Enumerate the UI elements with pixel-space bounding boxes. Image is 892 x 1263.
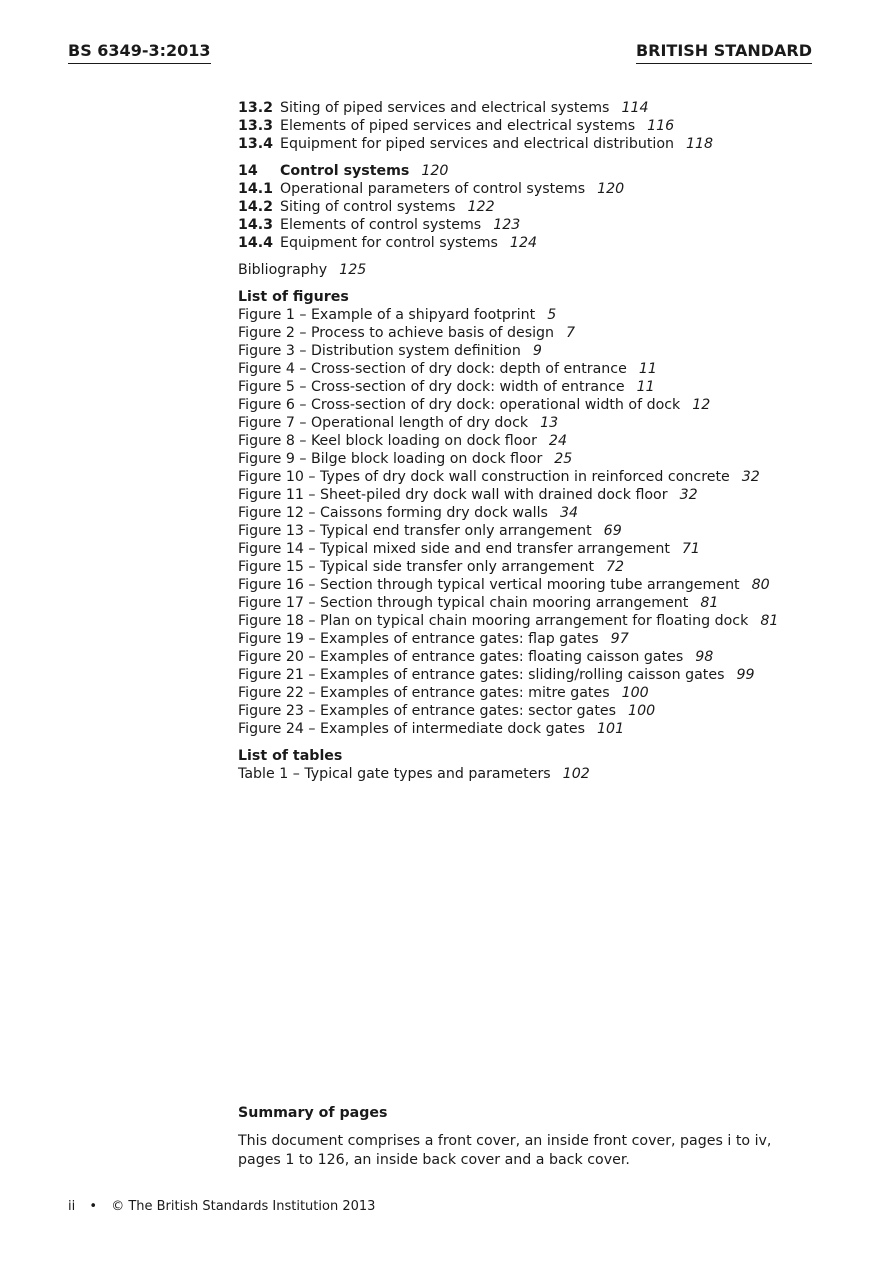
figure-entry[interactable] [238,306,838,324]
figure-title: Figure 24 – Examples of intermediate dock gates [238,721,586,737]
toc-entry-page: 120 [421,163,449,179]
toc-entry-page: 114 [621,100,649,116]
toc-entry-number: 13.2 [238,100,274,116]
toc-entry-number: 14.1 [238,181,274,197]
figure-title: Figure 19 – Examples of entrance gates: flap gates [238,631,599,647]
figure-title: Figure 15 – Typical side transfer only arrangement [238,559,595,575]
figure-entry[interactable] [238,702,838,720]
figure-entry[interactable] [238,432,838,450]
figure-title: Figure 7 – Operational length of dry dock [238,415,529,431]
toc-entry[interactable] [238,180,838,198]
figure-page: 81 [700,595,719,611]
standard-label: BRITISH STANDARD [636,41,812,64]
figure-page: 11 [636,379,655,395]
page-number: ii [68,1199,76,1214]
toc-entry[interactable] [238,216,838,234]
toc-entry-number: 14.4 [238,235,274,251]
toc-entry[interactable] [238,99,838,117]
toc-entry-title: Siting of control systems [280,199,456,215]
figure-page: 99 [736,667,755,683]
toc-entry[interactable] [238,135,838,153]
figure-entry[interactable] [238,630,838,648]
figure-entry[interactable] [238,486,838,504]
toc-entry-page: 116 [647,118,675,134]
bullet-separator: • [89,1199,98,1214]
figure-entry[interactable] [238,720,838,738]
figure-page: 80 [751,577,770,593]
toc-entry-title: Elements of control systems [280,217,482,233]
figure-page: 7 [566,325,576,341]
toc-entry-page: 123 [493,217,521,233]
table-title: Table 1 – Typical gate types and parameters [238,766,551,782]
figure-entry[interactable] [238,414,838,432]
figure-title: Figure 23 – Examples of entrance gates: sector gates [238,703,617,719]
figure-title: Figure 8 – Keel block loading on dock floor [238,433,537,449]
list-of-tables [238,747,838,783]
figure-entry[interactable] [238,612,838,630]
toc-entry-page: 118 [686,136,714,152]
toc-group-14 [238,162,838,252]
figure-entry[interactable] [238,594,838,612]
toc-entry-title: Siting of piped services and electrical systems [280,100,610,116]
figure-title: Figure 2 – Process to achieve basis of design [238,325,555,341]
figure-title: Figure 21 – Examples of entrance gates: sliding/rolling caisson gates [238,667,725,683]
toc-bibliography[interactable] [238,261,838,279]
figure-title: Figure 10 – Types of dry dock wall construction in reinforced concrete [238,469,730,485]
figure-page: 25 [554,451,573,467]
figure-entry[interactable] [238,648,838,666]
toc-entry[interactable] [238,234,838,252]
toc-entry-page: 120 [597,181,625,197]
figure-page: 69 [603,523,622,539]
figure-title: Figure 20 – Examples of entrance gates: floating caisson gates [238,649,684,665]
figure-entry[interactable] [238,504,838,522]
figure-entry[interactable] [238,684,838,702]
figure-page: 32 [679,487,698,503]
figure-entry[interactable] [238,396,838,414]
figure-page: 34 [559,505,579,521]
toc-group-13 [238,99,838,153]
toc-entry-title: Bibliography [238,262,328,278]
figure-page: 5 [547,307,557,323]
table-entry[interactable] [238,765,838,783]
toc-entry-number: 13.4 [238,136,274,152]
figure-entry[interactable] [238,522,838,540]
figure-page: 32 [741,469,760,485]
list-of-tables-heading: List of tables [238,748,343,764]
toc-entry-number: 14.3 [238,217,274,233]
figure-title: Figure 6 – Cross-section of dry dock: operational width of dock [238,397,681,413]
figure-title: Figure 22 – Examples of entrance gates: mitre gates [238,685,610,701]
figure-entry[interactable] [238,342,838,360]
figure-title: Figure 1 – Example of a shipyard footprint [238,307,536,323]
toc-entry-title: Control systems [280,163,410,179]
summary-of-pages [238,1104,798,1170]
toc-entry[interactable] [238,117,838,135]
toc-entry-title: Equipment for control systems [280,235,498,251]
figure-page: 11 [638,361,657,377]
toc-entry-number: 13.3 [238,118,274,134]
table-page: 102 [562,766,590,782]
figure-title: Figure 18 – Plan on typical chain mooring arrangement for floating dock [238,613,749,629]
figure-entry[interactable] [238,540,838,558]
figure-entry[interactable] [238,360,838,378]
figure-title: Figure 4 – Cross-section of dry dock: depth of entrance [238,361,627,377]
toc-entry-title: Operational parameters of control systems [280,181,586,197]
list-of-figures-heading: List of figures [238,289,349,305]
toc-entry-number: 14.2 [238,199,274,215]
figure-title: Figure 14 – Typical mixed side and end transfer arrangement [238,541,670,557]
toc-entry-title: Equipment for piped services and electrical distribution [280,136,674,152]
toc-entry-page: 122 [467,199,495,215]
figure-page: 100 [628,703,656,719]
toc-entry-number: 14 [238,163,258,179]
figure-title: Figure 16 – Section through typical vertical mooring tube arrangement [238,577,740,593]
figure-page: 13 [540,415,559,431]
copyright-notice: © The British Standards Institution 2013 [111,1199,376,1214]
toc-entry[interactable] [238,198,838,216]
figure-title: Figure 13 – Typical end transfer only arrangement [238,523,592,539]
figure-entry[interactable] [238,324,838,342]
figure-title: Figure 5 – Cross-section of dry dock: width of entrance [238,379,625,395]
figure-title: Figure 11 – Sheet-piled dry dock wall with drained dock floor [238,487,668,503]
summary-text: This document comprises a front cover, an inside front cover, pages i to iv, pages 1 to 126, an inside back cover and a back cover. [238,1133,772,1168]
figure-entry[interactable] [238,450,838,468]
figure-page: 97 [610,631,629,647]
page-footer [68,1199,375,1214]
toc-section-heading[interactable] [238,162,838,180]
figure-title: Figure 12 – Caissons forming dry dock walls [238,505,548,521]
figure-page: 9 [532,343,542,359]
figure-entry[interactable] [238,378,838,396]
list-of-figures [238,288,838,738]
figure-entry[interactable] [238,558,838,576]
figure-page: 81 [760,613,779,629]
figure-page: 98 [695,649,714,665]
figure-title: Figure 17 – Section through typical chain mooring arrangement [238,595,689,611]
figure-entry[interactable] [238,666,838,684]
table-of-contents [238,99,838,783]
figure-page: 101 [597,721,625,737]
toc-entry-title: Elements of piped services and electrical systems [280,118,636,134]
toc-entry-page: 125 [339,262,367,278]
figure-title: Figure 9 – Bilge block loading on dock floor [238,451,543,467]
figure-page: 72 [606,559,625,575]
figure-entry[interactable] [238,468,838,486]
figure-entry[interactable] [238,576,838,594]
document-code: BS 6349-3:2013 [68,41,211,64]
figure-page: 12 [692,397,711,413]
summary-heading: Summary of pages [238,1105,388,1121]
toc-entry-page: 124 [509,235,538,251]
figure-title: Figure 3 – Distribution system definition [238,343,521,359]
figure-page: 71 [681,541,700,557]
figure-page: 100 [621,685,649,701]
figure-page: 24 [548,433,567,449]
